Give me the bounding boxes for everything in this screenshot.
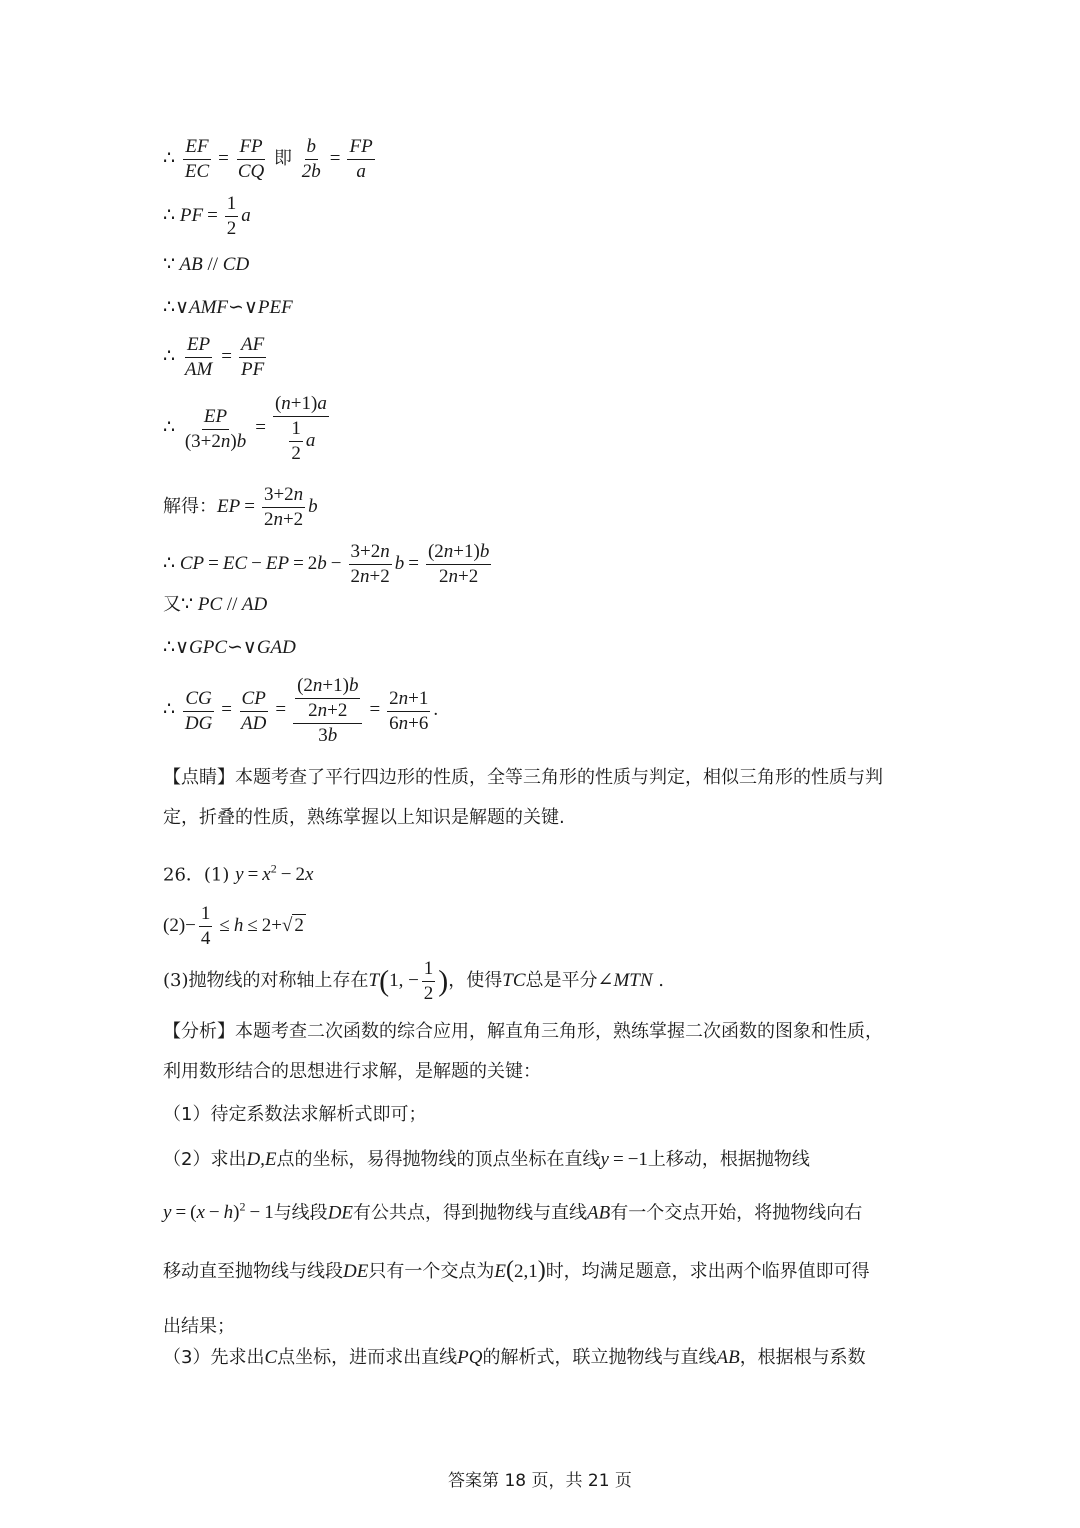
- fenxi-paragraph: [163, 1012, 923, 1092]
- fenxi-point-2: （2）求出D,E点的坐标，易得抛物线的顶点坐标在直线y = −1上移动，根据抛物线 $y = (x - h)^2 - 1$与线段DE有公共点，得到抛物线与直线AB有一个交点开始，将抛物线向右 移动直至抛物线与线段DE只有一个交点为E(2,1)时，均满足题意，求出两个临界值即可得 出结果；: [163, 1149, 870, 1338]
- dianjing-paragraph: [163, 758, 923, 838]
- fenxi-line-2: 利用数形结合的思想进行求解，是解题的关键：: [163, 1061, 541, 1082]
- step-10: ∴∨GPC∽∨GAD: [163, 637, 296, 658]
- step-2: ∴ PF = $\frac{1}{2}$ a: [163, 193, 251, 239]
- step-4: ∴∨AMF∽∨PEF: [163, 297, 293, 318]
- step-9: 又∵ PC // AD: [163, 594, 268, 615]
- dianjing-line-1: 【点睛】本题考查了平行四边形的性质，全等三角形的性质与判定，相似三角形的性质与判: [163, 767, 883, 788]
- step-8: ∴ CP = EC − EP = 2b − $\frac{3+2n}{2n+2}$ b = $\frac{(2n+1)b}{2n+2}$: [163, 541, 490, 587]
- fenxi-line-1: 【分析】本题考查二次函数的综合应用，解直角三角形，熟练掌握二次函数的图象和性质，: [163, 1021, 883, 1042]
- q26-answer-2: (2)− $\frac{1}{4}$ ≤ h ≤ 2+√ 2: [163, 903, 304, 949]
- step-1: [163, 135, 378, 184]
- fenxi-point-3: （3）先求出C点坐标，进而求出直线PQ的解析式，联立抛物线与直线AB，根据根与系数: [163, 1347, 866, 1368]
- q26-label: 26．: [163, 864, 204, 886]
- page-footer: 答案第 18 页，共 21 页: [448, 1471, 632, 1491]
- fenxi-point-1: （1）待定系数法求解析式即可；: [163, 1104, 427, 1125]
- step-1-expr: ∴ $\frac{EF}{EC}$ = $\frac{FP}{CQ}$ 即 $\frac{b}{2b}$ = $\frac{FP}{a}$: [163, 136, 373, 182]
- step-7: 解得：EP = $\frac{3+2n}{2n+2}$ b: [163, 484, 318, 530]
- q26-answer-3: (3)抛物线的对称轴上存在T(1, − $\frac{1}{2}$ )，使得TC总是平分∠MTN .: [163, 958, 664, 1004]
- step-3: ∵ AB // CD: [163, 254, 250, 275]
- step-6: ∴ $\frac{EP}{(3+2n)b}$ = (n+1)a $\frac{1}{2}$ a: [163, 393, 327, 464]
- step-11: ∴ $\frac{CG}{DG}$ = $\frac{CP}{AD}$ = $\frac{\frac{(2n+1)b}{2n+2}}{3b}$ = $\frac{2n+1}{6n+6}$ .: [163, 675, 439, 746]
- step-5: ∴ $\frac{EP}{AM}$ = $\frac{AF}{PF}$: [163, 334, 265, 380]
- dianjing-line-2: 定，折叠的性质，熟练掌握以上知识是解题的关键.: [163, 807, 565, 828]
- q26-answer-1: 26．(1) $y = x^2 - 2x$: [163, 862, 314, 886]
